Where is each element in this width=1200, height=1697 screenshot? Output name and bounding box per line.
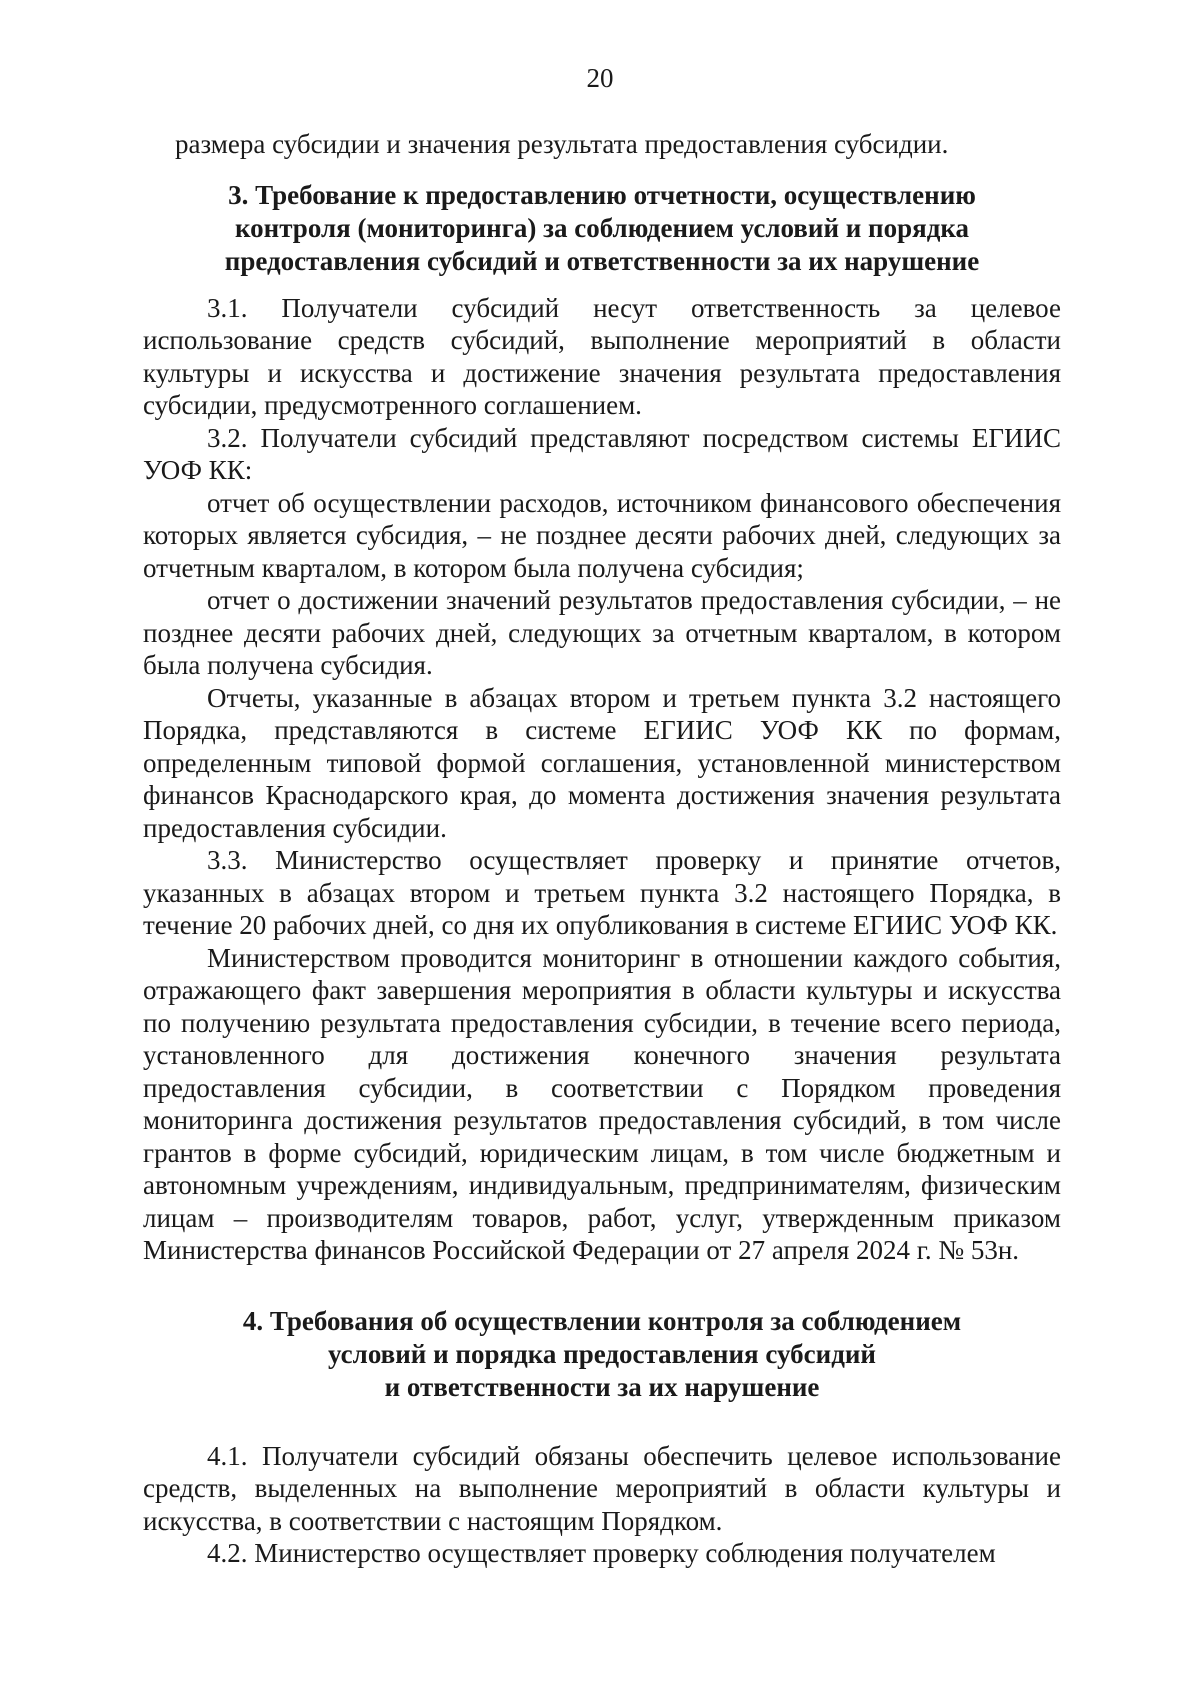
heading-line: и ответственности за их нарушение — [384, 1371, 820, 1402]
paragraph-4-2: 4.2. Министерство осуществляет проверку соблюдения получателем — [207, 1538, 996, 1568]
paragraph-3-1: 3.1. Получатели субсидий несут ответственность за целевое использование средств субсидий, выполнение мероприятий в области культуры и искусства и достижение значения результата предоставления субсидии, предусмотренного соглашением. — [143, 292, 1061, 420]
heading-line: контроля (мониторинга) за соблюдением условий и порядка — [234, 212, 970, 243]
paragraph-3-2-report-results: отчет о достижении значений результатов предоставления субсидии, – не позднее десяти рабочих дней, следующих за отчетным кварталом, в котором была получена субсидия. — [143, 585, 1061, 680]
page-number: 20 — [586, 63, 614, 93]
heading-line: условий и порядка предоставления субсидий — [328, 1338, 876, 1369]
paragraph-4-1: 4.1. Получатели субсидий обязаны обеспечить целевое использование средств, выделенных на выполнение мероприятий в области культуры и искусства, в соответствии с настоящим Порядком. — [143, 1440, 1061, 1536]
paragraph-3-2-reports-forms: Отчеты, указанные в абзацах втором и третьем пункта 3.2 настоящего Порядка, представляются в системе ЕГИИС УОФ КК по формам, определенным типовой формой соглашения, установленной министерством финансов Краснодарского края, до момента достижения значения результата предоставления субсидии. — [143, 682, 1061, 843]
document-body — [143, 128, 1061, 1570]
paragraph-3-3-monitoring: Министерством проводится мониторинг в отношении каждого события, отражающего факт завершения мероприятия в области культуры и искусства по получению результата предоставления субсидии, в течение всего периода, установленного для достижения конечного значения результата предоставления субсидии, в соответствии с Порядком проведения мониторинга достижения результатов предоставления субсидий, в том числе грантов в форме субсидий, юридическим лицам, в том числе бюджетным и автономным учреждениям, индивидуальным, предпринимателям, физическим лицам – производителям товаров, работ, услуг, утвержденным приказом Министерства финансов Российской Федерации от 27 апреля 2024 г. № 53н. — [143, 942, 1061, 1265]
heading-line: 3. Требование к предоставлению отчетности, осуществлению — [228, 179, 976, 210]
heading-line: предоставления субсидий и ответственности за их нарушение — [224, 245, 980, 276]
heading-line: 4. Требования об осуществлении контроля за соблюдением — [242, 1305, 962, 1336]
section-4-heading — [143, 1305, 1061, 1404]
carryover-paragraph: размера субсидии и значения результата предоставления субсидии. — [175, 129, 949, 159]
paragraph-3-2-report-expenses: отчет об осуществлении расходов, источником финансового обеспечения которых является субсидия, – не позднее десяти рабочих дней, следующих за отчетным кварталом, в котором была получена субсидия; — [143, 487, 1061, 583]
paragraph-3-3: 3.3. Министерство осуществляет проверку и принятие отчетов, указанных в абзацах втором и третьем пункта 3.2 настоящего Порядка, в течение 20 рабочих дней, со дня их опубликования в системе ЕГИИС УОФ КК. — [143, 845, 1061, 940]
paragraph-3-2: 3.2. Получатели субсидий представляют посредством системы ЕГИИС УОФ КК: — [143, 422, 1061, 485]
section-3-heading — [143, 179, 1061, 278]
